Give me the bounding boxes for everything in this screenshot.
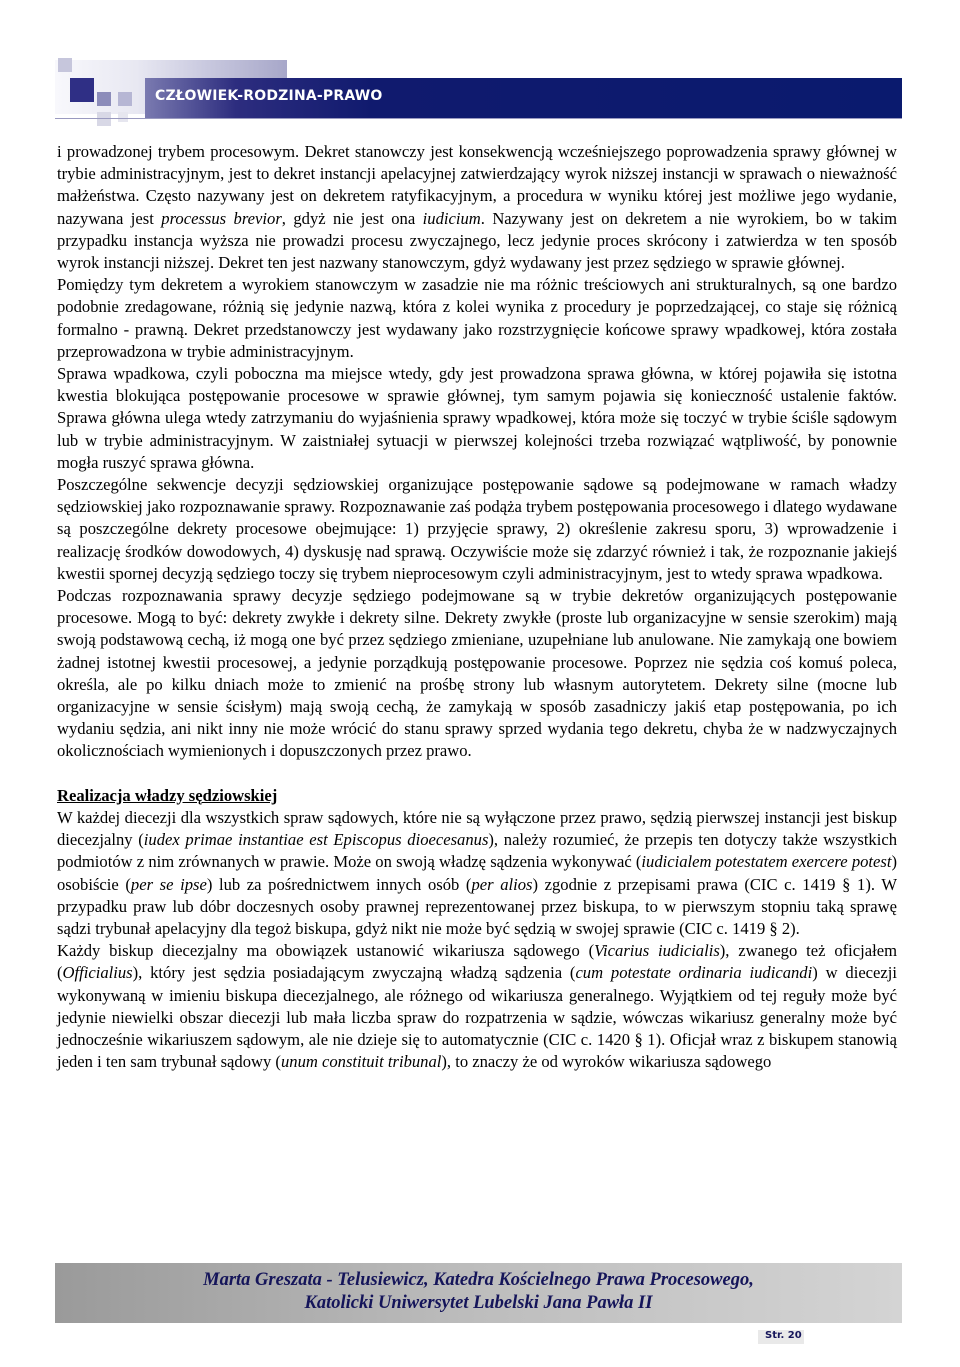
header-decor-square: [58, 58, 72, 72]
paragraph: Pomiędzy tym dekretem a wyrokiem stanowczym w zasadzie nie ma różnic treściowych ani strukturalnych, są one bardzo podobnie zredagowane, różnią się jedynie nazwą, która z kolei wynika z procedury je poprzedzającej, co staje się różnicą formalno - prawną. Dekret przedstanowczy jest wydawany jako rozstrzygnięcie końcowe sprawy wpadkowej, która została przeprowadzona w trybie administracyjnym.: [57, 275, 897, 361]
paragraph-spacer: [57, 763, 897, 785]
paragraph: Sprawa wpadkowa, czyli poboczna ma miejsce wtedy, gdy jest prowadzona sprawa główna, w której pojawiła się istotna kwestia blokująca postępowanie procesowe w sprawie głównej, tym samym pojawia się konieczność ustalenie faktów. Sprawa główna ulega wtedy zatrzymaniu do wyjaśnienia sprawy wpadkowej, która może się toczyć w trybie ściśle sądowym lub w trybie administracyjnym. W zaistniałej sytuacji w pierwszej kolejności trzeba rozwiązać wątpliwość, by ponownie mogła ruszyć sprawa główna.: [57, 364, 897, 472]
header-title: CZŁOWIEK-RODZINA-PRAWO: [155, 88, 383, 104]
paragraph: Podczas rozpoznawania sprawy decyzje sędziego podejmowane są w trybie dekretów organizujących postępowanie procesowe. Mogą to być: dekrety zwykłe i dekrety silne. Dekrety zwykłe (proste lub organizacyjne w sensie szerokim) mają swoją podstawową cechą, iż mogą one być przez sędziego zmieniane, uzupełniane lub anulowane. Nie zamykają one bowiem żadnej istotnej kwestii procesowej, a jedynie porządkują postępowanie procesowe. Poprzez nie sędzia coś komuś poleca, określa, ale po kilku dniach może to zmienić na prośbę strony lub własnym autorytetem. Dekrety silne (mocne lub organizacyjne w sensie ścisłym) mają swoją cechą, że zamykają w sposób zasadniczy jakiś etap postępowania, po ich wydaniu sędzia, ani nikt inny nie może wrócić do stanu sprawy sprzed wydania tego dekretu, chyba że w nadzwyczajnych okolicznościach wymienionych i dopuszczonych przez prawo.: [57, 586, 897, 761]
paragraph: i prowadzonej trybem procesowym. Dekret stanowczy jest konsekwencją wcześniejszego poprowadzenia sprawy głównej w trybie administracyjnym, jest to dekret instancji apelacyjnej zatwierdzający wyrok niższej instancji w sprawach o nieważność małżeństwa. Często nazywany jest on dekretem ratyfikacyjnym, a procedura w wyniku której jest możliwe jego wydanie, nazywana jest processus brevior, gdyż nie jest ona iudicium. Nazywany jest on dekretem a nie wyrokiem, bo w takim przypadku instancja wyższa nie prowadzi procesu zwyczajnego, lecz jedynie proces skrócony i zatwierdza w ten sposób wyrok instancji niższej. Dekret ten jest nazwany stanowczym, gdyż wydawany jest przez sędziego w sprawie głównej.: [57, 142, 898, 273]
page-number: Str. 20: [765, 1330, 802, 1341]
header-divider: [55, 118, 902, 119]
document-body: [57, 141, 897, 1073]
paragraph: W każdej diecezji dla wszystkich spraw sądowych, które nie są wyłączone przez prawo, sędzią pierwszej instancji jest biskup diecezjalny (iudex primae instantiae est Episcopus dioecesanus), należy rozumieć, że przepis ten dotyczy także wszystkich podmiotów z nim zrównanych w prawie. Może on swoją władzę sądzenia wykonywać (iudicialem potestatem exercere potest) osobiście (per se ipse) lub za pośrednictwem innych osób (per alios) zgodnie z przepisami prawa (CIC c. 1419 § 1). W przypadku praw lub dóbr doczesnych osoby prawnej reprezentowanej przez biskupa, to w pierwszym stopniu taką sprawę sądzi trybunał apelacyjny dla tegoż biskupa, gdyż nikt nie może być sędzią w swojej sprawie (CIC c. 1419 § 2).: [57, 807, 898, 938]
section-heading: Realizacja władzy sędziowskiej: [57, 785, 278, 805]
header-decor-square-large: [70, 78, 94, 102]
paragraph: Poszczególne sekwencje decyzji sędziowskiej organizujące postępowanie sądowe są podejmowane w ramach władzy sędziowskiej jako rozpoznawanie sprawy. Rozpoznawanie zaś podąża trybem postępowania procesowego i dlatego wydawane są poszczególne dekrety procesowe obejmujące: 1) przyjęcie sprawy, 2) określenie zakresu sporu, 3) wprowadzenie i realizację środków dowodowych, 4) dyskusję nad sprawą. Oczywiście może się zdarzyć również i tak, że rozpoznanie jakiejś kwestii spornej decyzją sędziego toczy się trybem nieprocesowym czyli administracyjnym, jest to wtedy sprawa wpadkowa.: [57, 475, 897, 583]
paragraph: Każdy biskup diecezjalny ma obowiązek ustanowić wikariusza sądowego (Vicarius iudicialis), zwanego też oficjałem (Officialius), który jest sędzia posiadającym zwyczajną władzą sądzenia (cum potestate ordinaria iudicandi) w diecezji wykonywaną w imieniu biskupa diecezjalnego, ale różnego od wikariusza generalnego. Wyjątkiem od tej reguły może być jedynie niewielki obszar diecezji lub mała liczba spraw do rozpatrzenia w sądzie, wówczas wikariusz generalny może być jednocześnie wikariuszem sądowym, ale nie dzieje się to automatycznie (CIC c. 1420 § 1). Oficjał wraz z biskupem stanowią jeden i ten sam trybunał sądowy (unum constituit tribunal), to znaczy że od wyroków wikariusza sądowego: [57, 941, 898, 1072]
header-decor-square: [118, 92, 132, 106]
footer-affiliation: Katolicki Uniwersytet Lubelski Jana Pawła II: [304, 1293, 653, 1313]
footer-bar: [55, 1263, 902, 1323]
header-decor-square: [97, 92, 111, 106]
header-decor-square: [118, 112, 128, 122]
footer-author: Marta Greszata - Telusiewicz, Katedra Kościelnego Prawa Procesowego,: [203, 1270, 754, 1290]
header-decor-square: [97, 112, 111, 126]
